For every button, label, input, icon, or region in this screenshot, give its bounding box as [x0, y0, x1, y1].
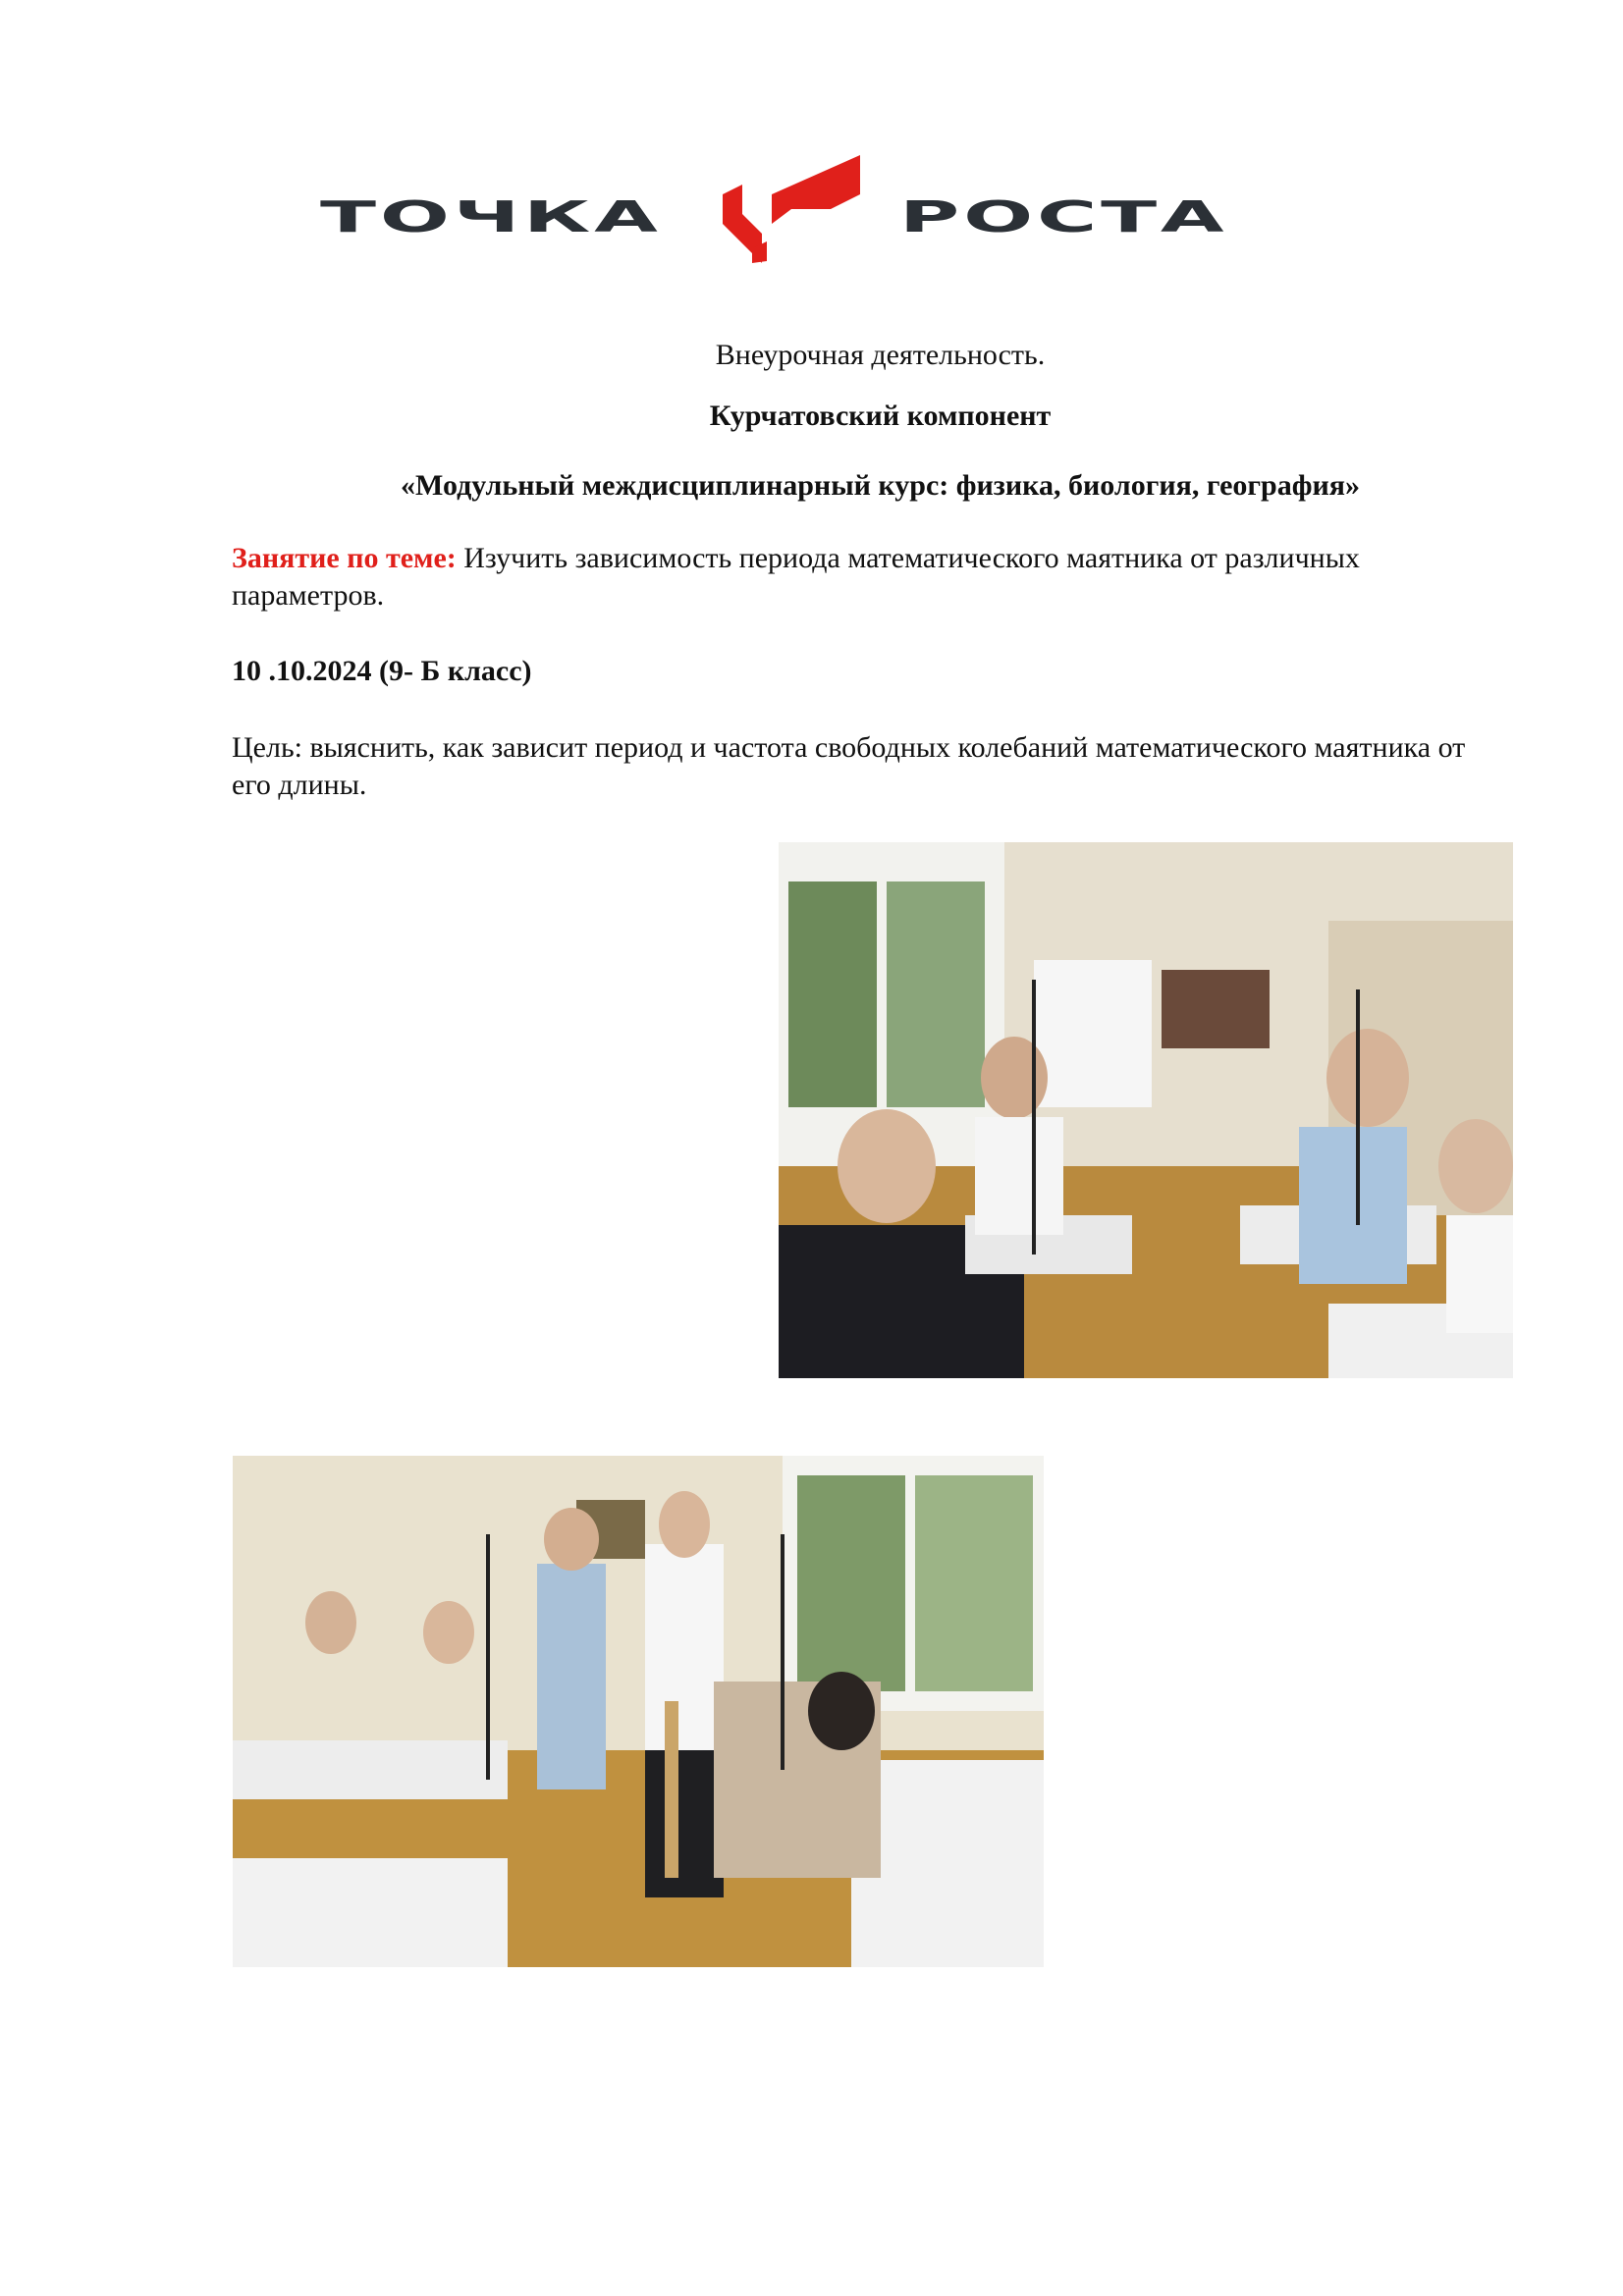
- lesson-topic: [232, 540, 1508, 614]
- classroom-photo-2: [233, 1456, 1044, 1967]
- activity-type: Внеурочная деятельность.: [715, 339, 1046, 371]
- component-title: Курчатовский компонент: [709, 400, 1052, 432]
- topic-text: Изучить зависимость периода математического маятника от различных параметров.: [232, 542, 1360, 612]
- topic-lead: Занятие по теме:: [232, 542, 457, 574]
- classroom-photo-1: [779, 842, 1513, 1378]
- lesson-date: 10 .10.2024 (9- Б класс): [232, 655, 532, 687]
- tochka-rosta-logo: [320, 155, 1228, 263]
- course-title: «Модульный междисциплинарный курс: физика, биология, география»: [401, 469, 1360, 502]
- logo-word-right: РОСТА: [899, 192, 1228, 242]
- logo-word-left: ТОЧКА: [320, 192, 662, 242]
- lesson-goal: Цель: выяснить, как зависит период и частота свободных колебаний математического маятника от его длины.: [232, 731, 1466, 801]
- logo-mark-icon: [713, 155, 880, 263]
